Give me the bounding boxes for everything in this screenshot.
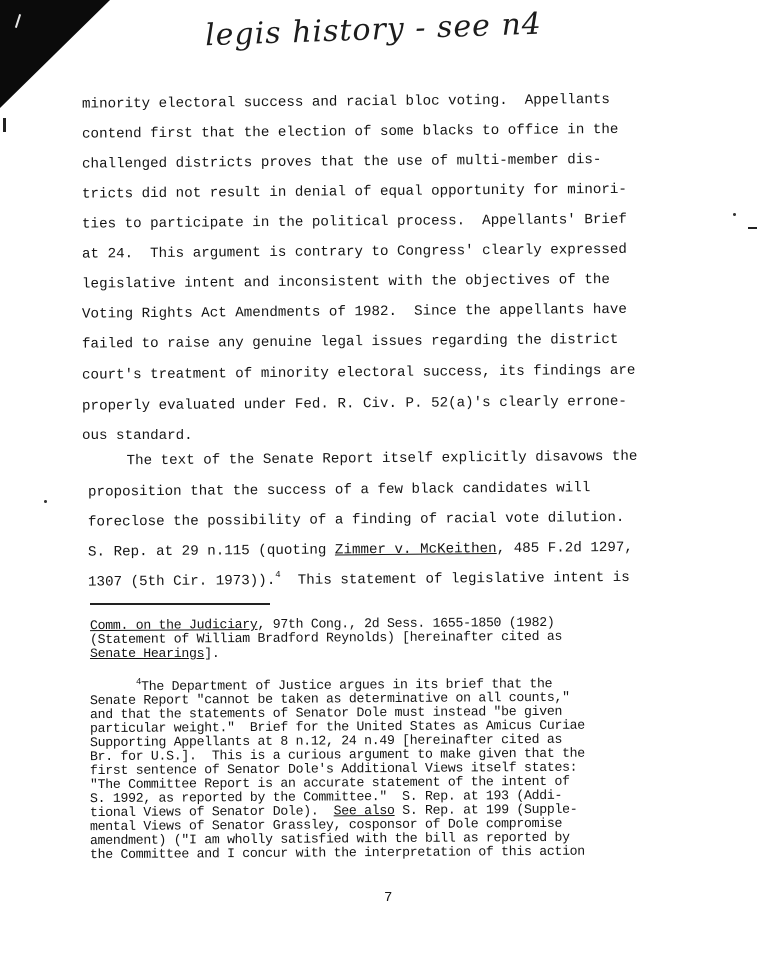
body-line: foreclose the possibility of a finding of racial vote dilution.	[87, 509, 625, 531]
body-line: legislative intent and inconsistent with the objectives of the	[81, 272, 610, 293]
footnote-number: 4	[135, 676, 142, 687]
body-line: ties to participate in the political process. Appellants' Brief	[81, 211, 627, 233]
footnote-line	[90, 647, 690, 661]
body-line: challenged districts proves that the use of multi-member dis-	[81, 152, 602, 173]
footnote-text: The Department of Justice argues in its brief that the	[141, 676, 553, 695]
footnote-line: Br. for U.S.]. This is a curious argument to make given that the	[89, 745, 585, 765]
footnote-line: "The Committee Report is an accurate statement of the intent of	[89, 773, 570, 793]
body-line: court's treatment of minority electoral success, its findings are	[81, 362, 636, 384]
body-line: at 24. This argument is contrary to Congress' clearly expressed	[81, 241, 627, 263]
citation-text: S. Rep. at 29 n.115 (quoting	[87, 542, 335, 561]
scan-speck	[733, 213, 736, 216]
handwritten-annotation: legis history - see n4	[204, 6, 543, 54]
footnote-line: S. 1992, as reported by the Committee." S. Rep. at 193 (Addi-	[89, 787, 563, 807]
citation-text: 1307 (5th Cir. 1973)).	[87, 572, 276, 591]
body-line: The text of the Senate Report itself explicitly disavows the	[83, 448, 638, 470]
page-number: 7	[384, 890, 393, 906]
footnote-text: , 97th Cong., 2d Sess. 1655-1850 (1982)	[257, 614, 555, 632]
body-line: Voting Rights Act Amendments of 1982. Since the appellants have	[81, 301, 627, 323]
body-line: minority electoral success and racial bloc voting. Appellants	[81, 92, 610, 113]
footnote-line: Supporting Appellants at 8 n.12, 24 n.49 [hereinafter cited as	[89, 731, 563, 751]
footnote-underlined: Senate Hearings	[90, 646, 205, 661]
scan-edge-mark	[3, 118, 6, 132]
scan-corner-shadow	[0, 0, 110, 108]
body-line-citation	[88, 538, 688, 561]
footnote-line: particular weight." Brief for the United States as Amicus Curiae	[89, 717, 585, 737]
body-line: tricts did not result in denial of equal opportunity for minori-	[81, 181, 627, 203]
body-text-segment: This statement of legislative intent is	[280, 569, 630, 589]
citation-text: , 485 F.2d 1297,	[496, 539, 633, 558]
footnote-line: first sentence of Senator Dole's Additional Views itself states:	[89, 759, 578, 779]
body-line: properly evaluated under Fed. R. Civ. P. 52(a)'s clearly errone-	[81, 393, 627, 415]
footnote-text: S. Rep. at 199 (Supple-	[394, 801, 578, 818]
body-line: failed to raise any genuine legal issues regarding the district	[81, 331, 619, 353]
scan-speck	[44, 500, 47, 503]
footnote-text: tional Views of Senator Dole).	[89, 803, 334, 821]
body-line: contend first that the election of some blacks to office in the	[81, 121, 619, 143]
case-name: Zimmer v. McKeithen	[334, 541, 497, 559]
body-line: ous standard.	[82, 428, 193, 444]
footnote-divider	[90, 603, 270, 605]
scan-edge-mark	[748, 227, 757, 229]
footnote-line: mental Views of Senator Grassley, cosponsor of Dole compromise	[89, 815, 563, 835]
footnote-ref: 4	[275, 570, 281, 581]
signal-see-also: See also	[333, 802, 395, 819]
body-line: proposition that the success of a few black candidates will	[87, 480, 591, 501]
footnote-text: ].	[204, 646, 220, 661]
footnote-line: Senate Report "cannot be taken as determinative on all counts,"	[89, 689, 570, 709]
footnote-line: amendment) ("I am wholly satisfied with the bill as reported by	[89, 829, 570, 849]
footnote-underlined: Comm. on the Judiciary	[89, 616, 258, 634]
footnote-line: (Statement of William Bradford Reynolds) [hereinafter cited as	[89, 628, 563, 648]
footnote-line: and that the statements of Senator Dole must instead "be given	[89, 703, 563, 723]
body-line-footnote-ref	[88, 568, 688, 591]
footnote-line: the Committee and I concur with the interpretation of this action	[89, 843, 585, 863]
